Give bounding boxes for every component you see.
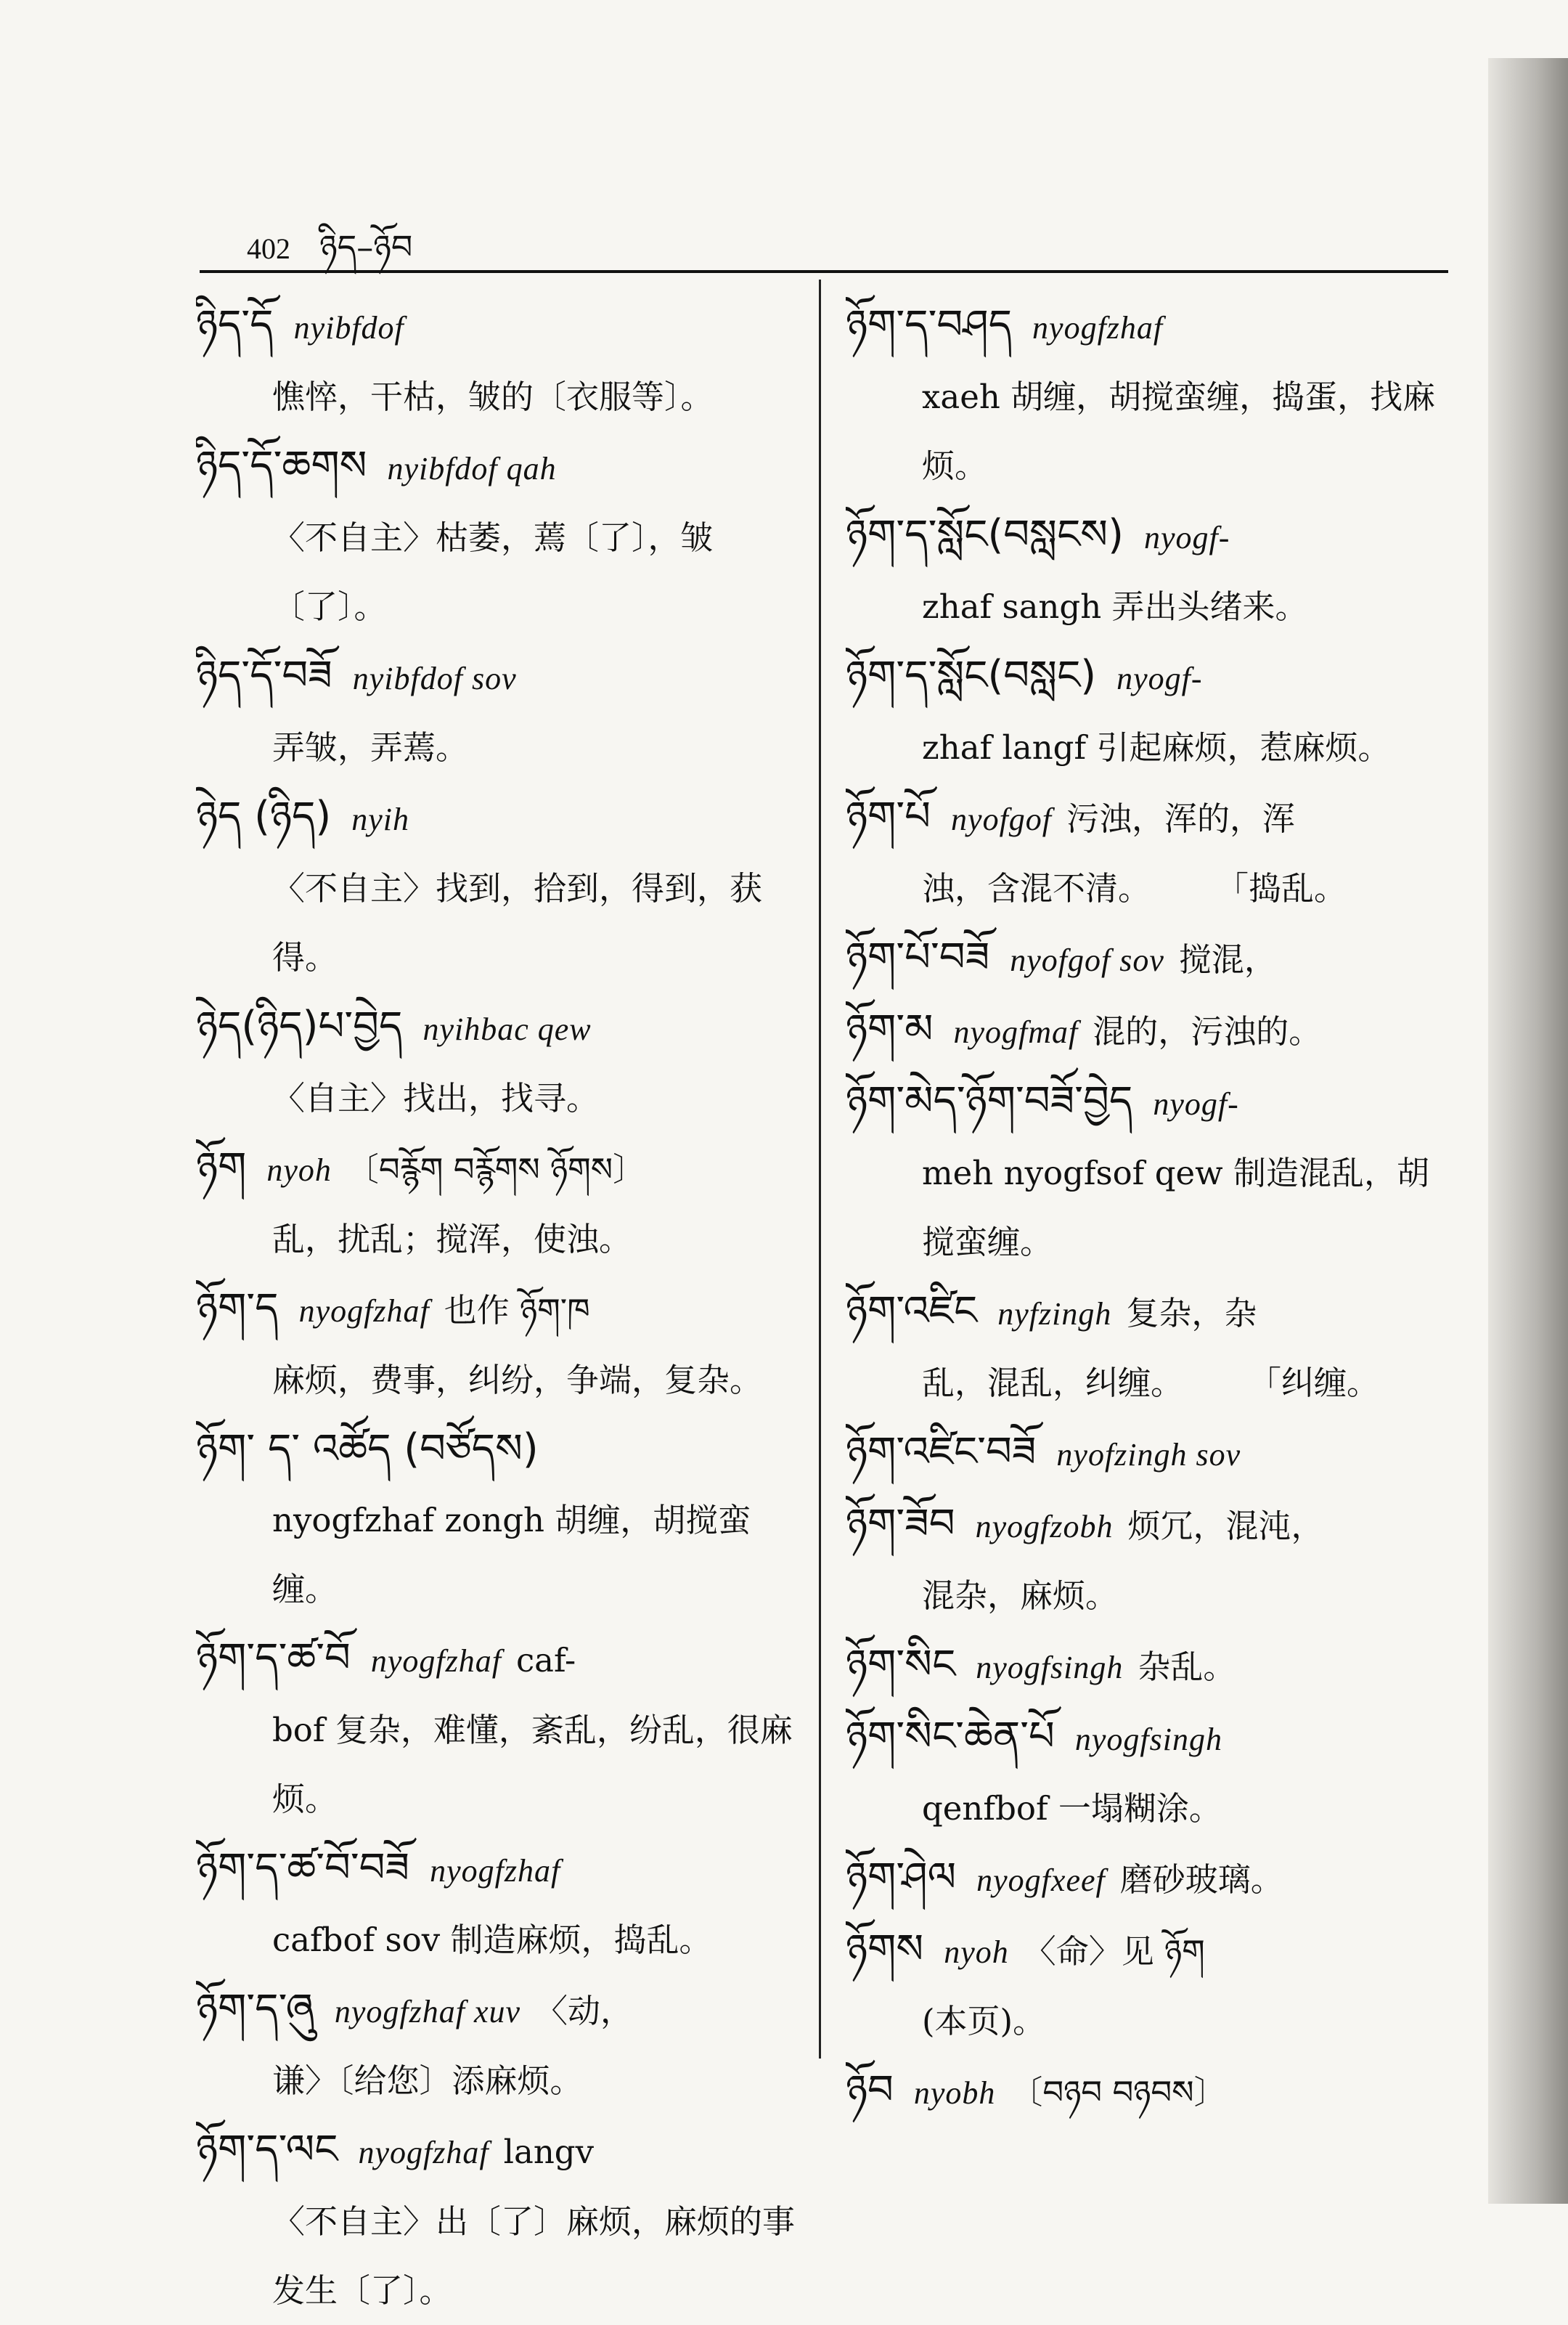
dictionary-entry (196, 1833, 806, 1974)
dictionary-entry (196, 1133, 806, 1274)
entry-romanization: nyofgof (951, 802, 1053, 837)
entry-romanization: nyogf- (1116, 661, 1203, 696)
entry-romanization: nyofzingh sov (1056, 1437, 1241, 1473)
entry-gloss: meh nyogfsof qew 制造混乱，胡搅蛮缠。 (922, 1154, 1429, 1261)
entry-gloss: bof 复杂，难懂，紊乱，纷乱，很麻烦。 (272, 1711, 793, 1818)
entry-tibetan: ཉོབ (846, 2067, 894, 2114)
dictionary-entry (846, 290, 1448, 500)
entry-gloss: 弄皱，弄蔫。 (272, 728, 469, 767)
dictionary-entry (196, 431, 806, 641)
entry-trailing-text: 复杂，杂 (1126, 1294, 1257, 1332)
entry-tibetan: ཉོག་ད་སློང(བསླངས) (846, 511, 1124, 558)
right-column (846, 290, 1448, 2127)
entry-headline (846, 1843, 1448, 1915)
entry-tibetan: ཉོག་ ད་ འཚོད (བཙོདས) (196, 1425, 539, 1473)
dictionary-entry (846, 1630, 1448, 1702)
entry-tibetan: ཉོག (196, 1144, 247, 1191)
dictionary-entry (196, 1624, 806, 1833)
entry-tibetan: ཉོག་མེད་ཉོག་བཟོ་བྱེད (846, 1078, 1133, 1125)
entry-gloss: cafbof sov 制造麻烦，捣乱。 (272, 1921, 712, 1959)
entry-gloss: 憔悴，干枯，皱的〔衣服等〕。 (272, 378, 714, 416)
entry-headline (846, 641, 1448, 713)
dictionary-entry (196, 1414, 806, 1624)
dictionary-entry (196, 1274, 806, 1414)
entry-gloss: 谦〉〔给您〕添麻烦。 (272, 2061, 583, 2100)
entry-gloss: 麻烦，费事，纠纷，争端，复杂。 (272, 1361, 763, 1399)
dictionary-entry (196, 641, 806, 782)
entry-headline (196, 782, 806, 854)
entry-gloss: zhaf sangh 弄出头绪来。 (922, 587, 1308, 626)
entry-headline (846, 2056, 1448, 2127)
dictionary-entry (846, 500, 1448, 641)
dictionary-entry (846, 1843, 1448, 1915)
entry-romanization: nyogf- (1143, 520, 1230, 555)
entry-tibetan: ཉོག་ད་བཤད (846, 301, 1013, 349)
entry-gloss: xaeh 胡缠，胡搅蛮缠，捣蛋，找麻烦。 (922, 378, 1436, 485)
entry-tibetan: ཉིད་དོ (196, 301, 274, 349)
entry-gloss: 〈不自主〉出〔了〕麻烦，麻烦的事发生〔了〕。 (272, 2202, 796, 2310)
entry-romanization: nyoh (266, 1152, 332, 1188)
dictionary-entry (846, 641, 1448, 782)
entry-trailing-text: 〈命〉见 ཉོག (1023, 1932, 1205, 1971)
entry-romanization: nyfzingh (997, 1296, 1112, 1332)
entry-headline (196, 1274, 806, 1345)
entry-trailing-text: 也作 ཉོག་ཁ (444, 1291, 590, 1330)
entry-trailing-text: 磨砂玻璃。 (1119, 1860, 1283, 1899)
entry-gloss: 混杂，麻烦。 (922, 1576, 1119, 1615)
entry-headline (196, 431, 806, 503)
entry-romanization: nyogfzhaf (430, 1853, 561, 1889)
dictionary-entry (846, 1702, 1448, 1843)
entry-gloss: qenfbof 一塌糊涂。 (922, 1789, 1222, 1828)
dictionary-entry (196, 2115, 806, 2325)
left-column (196, 290, 806, 2325)
dictionary-entry (196, 782, 806, 992)
dictionary-entry (846, 1489, 1448, 1630)
entry-tibetan: ཉོག་ད་ཚ་བོ (196, 1634, 351, 1682)
entry-trailing-text: 烦冗，混沌， (1127, 1507, 1324, 1545)
entry-tibetan: ཉོག་ད་སློང(བསླང) (846, 652, 1097, 699)
page-range: ཉིད–ཉོབ (319, 227, 413, 266)
entry-romanization: nyibfdof sov (352, 661, 517, 696)
entry-tibetan: ཉེད (ཉིད) (196, 793, 332, 840)
dictionary-entry (846, 923, 1448, 995)
entry-gloss: 〈不自主〉找到，拾到，得到，获得。 (272, 869, 763, 977)
entry-romanization: nyofgof sov (1010, 942, 1164, 978)
dictionary-entry (846, 782, 1448, 923)
entry-gloss: 〈不自主〉枯萎，蔫〔了〕，皱〔了〕。 (272, 518, 714, 626)
entry-tibetan: ཉོག་ཤེལ (846, 1854, 957, 1901)
entry-romanization: nyogfmaf (953, 1014, 1079, 1050)
entry-tibetan: ཉོག་ད (196, 1284, 279, 1332)
entry-trailing-text: 混的，污浊的。 (1093, 1012, 1322, 1051)
entry-romanization: nyogfzhaf (298, 1293, 430, 1329)
entry-gloss: (本页)。 (922, 2002, 1046, 2040)
entry-gloss: 乱，扰乱；搅浑，使浊。 (272, 1220, 632, 1258)
entry-gloss: zhaf langf 引起麻烦，惹麻烦。 (922, 728, 1391, 767)
entry-headline (196, 1974, 806, 2046)
dictionary-entry (846, 1276, 1448, 1417)
entry-headline (846, 1067, 1448, 1139)
entry-tibetan: ཉིད་དོ་བཟོ (196, 652, 332, 699)
entry-tibetan: ཉོག་སིང (846, 1641, 956, 1688)
dictionary-entry (196, 992, 806, 1133)
entry-romanization: nyogfxeef (976, 1862, 1106, 1898)
entry-romanization: nyogfsingh (1074, 1722, 1223, 1757)
entry-headline (846, 1630, 1448, 1702)
entry-trailing-text: caf- (515, 1641, 576, 1679)
entry-tibetan: ཉོག་འཛིང་བཟོ (846, 1428, 1037, 1475)
entry-headline (196, 1624, 806, 1695)
entry-headline (846, 1702, 1448, 1774)
entry-headline (846, 995, 1448, 1067)
entry-headline (846, 500, 1448, 572)
entry-romanization: nyogfzhaf (1032, 310, 1164, 346)
entry-headline (196, 1833, 806, 1905)
entry-headline (196, 992, 806, 1064)
entry-romanization: nyogfzhaf (370, 1643, 502, 1679)
entry-tibetan: ཉོགས (846, 1926, 924, 1973)
entry-romanization: nyibfdof (293, 310, 404, 346)
dictionary-entry (196, 290, 806, 431)
dictionary-entry (846, 1067, 1448, 1276)
entry-gloss: 〈自主〉找出，找寻。 (272, 1079, 600, 1117)
entry-tibetan: ཉོག་ཟོབ (846, 1500, 955, 1547)
entry-tibetan: ཉིད་དོ་ཆགས (196, 442, 367, 489)
entry-romanization: nyih (351, 802, 410, 837)
entry-tibetan: ཉོག་ད་ཚ་བོ་བཟོ (196, 1844, 410, 1892)
entry-headline (846, 1489, 1448, 1561)
entry-headline (846, 1417, 1448, 1489)
entry-trailing-text: 〈动， (535, 1992, 634, 2030)
entry-trailing-text: 〔བརྙོག བརྙོགས ཉོགས〕 (346, 1150, 646, 1189)
entry-tibetan: ཉོག་ད་ལང (196, 2126, 338, 2173)
entry-headline (196, 641, 806, 713)
dictionary-entry (846, 2056, 1448, 2127)
entry-headline (196, 1133, 806, 1205)
entry-romanization: nyihbac qew (422, 1011, 592, 1047)
entry-headline (196, 1414, 806, 1486)
entry-romanization: nyogfsingh (976, 1650, 1124, 1685)
entry-romanization: nyogfzhaf xuv (334, 1994, 521, 2029)
dictionary-entry (846, 995, 1448, 1067)
page-number: 402 (247, 232, 290, 265)
entry-trailing-text: 〔བཉབ བཉབས〕 (1010, 2073, 1227, 2112)
entry-romanization: nyogfzobh (975, 1509, 1114, 1544)
entry-headline (196, 2115, 806, 2187)
entry-tibetan: ཉོག་པོ་བཟོ (846, 934, 990, 981)
entry-tibetan: ཉོག་འཛིང (846, 1287, 978, 1335)
dictionary-entry (846, 1417, 1448, 1489)
entry-tibetan: ཉོག་སིང་ཆེན་པོ (846, 1713, 1055, 1760)
entry-romanization: nyogf- (1153, 1086, 1239, 1122)
entry-trailing-text: 杂乱。 (1138, 1648, 1236, 1686)
entry-gloss: nyogfzhaf zongh 胡缠，胡搅蛮缠。 (272, 1501, 751, 1608)
entry-tibetan: ཉོག་མ (846, 1006, 934, 1053)
entry-tibetan: ཉོག་ད་ཞུ (196, 1985, 314, 2032)
entry-headline (846, 782, 1448, 854)
entry-trailing-text: 搅混， (1178, 940, 1277, 979)
entry-trailing-text: langv (503, 2133, 595, 2171)
entry-romanization: nyobh (913, 2075, 996, 2111)
entry-headline (846, 290, 1448, 362)
entry-headline (846, 923, 1448, 995)
column-divider (819, 280, 821, 2059)
dictionary-entry (846, 1915, 1448, 2056)
entry-tibetan: ཉོག་པོ (846, 793, 931, 840)
entry-gloss: 乱，混乱，纠缠。 「纠缠。 (922, 1364, 1380, 1402)
entry-trailing-text: 污浊，浑的，浑 (1066, 799, 1296, 838)
entry-headline (196, 290, 806, 362)
entry-romanization: nyibfdof qah (387, 451, 557, 486)
entry-romanization: nyoh (944, 1934, 1009, 1970)
entry-romanization: nyogfzhaf (358, 2135, 489, 2170)
header-rule (200, 270, 1448, 273)
entry-headline (846, 1915, 1448, 1987)
dictionary-entry (196, 1974, 806, 2115)
entry-gloss: 浊，含混不清。 「捣乱。 (922, 869, 1347, 908)
entry-tibetan: ཉེད(ཉིད)པ་བྱེད (196, 1003, 403, 1050)
entry-headline (846, 1276, 1448, 1348)
page-edge-shadow (1488, 58, 1568, 2204)
